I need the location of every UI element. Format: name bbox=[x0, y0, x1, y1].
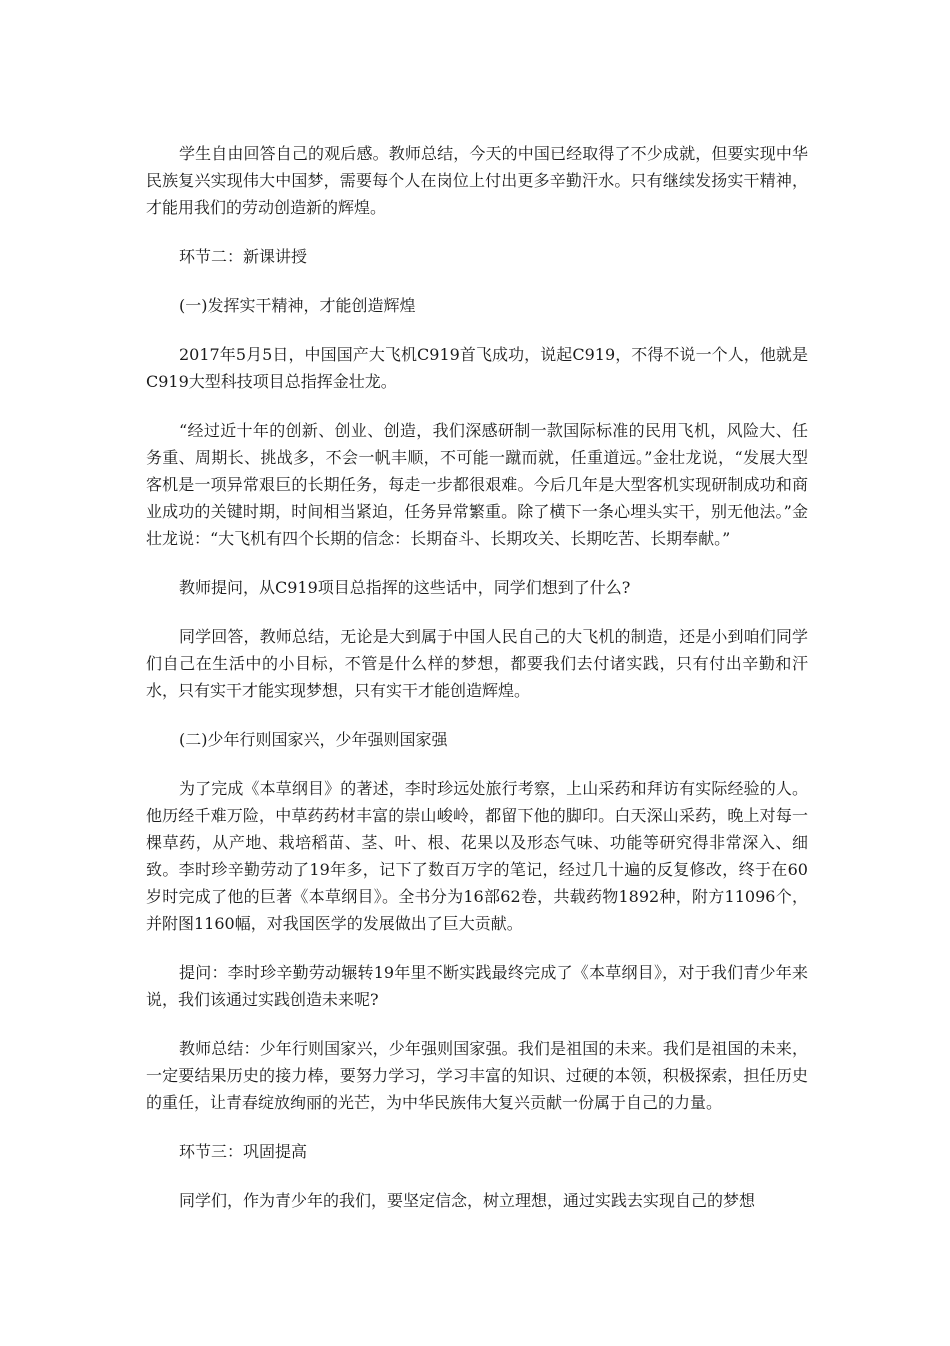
section-heading-3: 环节三：巩固提高 bbox=[179, 1142, 308, 1161]
paragraph-teacher-question: 教师提问，从C919项目总指挥的这些话中，同学们想到了什么? bbox=[179, 578, 631, 597]
subsection-heading-2: (二)少年行则国家兴，少年强则国家强 bbox=[179, 730, 448, 749]
paragraph-question-2: 提问：李时珍辛勤劳动辗转19年里不断实践最终完成了《本草纲目》，对于我们青少年来说，我们该通过实践创造未来呢? bbox=[146, 963, 808, 1009]
section-heading-2: 环节二：新课讲授 bbox=[179, 247, 308, 266]
paragraph-consolidate: 同学们，作为青少年的我们，要坚定信念，树立理想，通过实践去实现自己的梦想 bbox=[179, 1191, 756, 1210]
paragraph-teacher-summary: 教师总结：少年行则国家兴，少年强则国家强。我们是祖国的未来。我们是祖国的未来，一定要结果历史的接力棒，要努力学习，学习丰富的知识、过硬的本领，积极探索，担任历史的重任，让青春绽放绚丽的光芒，为中华民族伟大复兴贡献一份属于自己的力量。 bbox=[146, 1039, 808, 1112]
paragraph-quote: “经过近十年的创新、创业、创造，我们深感研制一款国际标准的民用飞机，风险大、任务重、周期长、挑战多，不会一帆丰顺，不可能一蹴而就，任重道远。”金壮龙说，“发展大型客机是一项异常艰巨的长期任务，每走一步都很艰难。今后几年是大型客机实现研制成功和商业成功的关键时期，时间相当紧迫，任务异常繁重。除了横下一条心埋头实干，别无他法。”金壮龙说：“大飞机有四个长期的信念：长期奋斗、长期攻关、长期吃苦、长期奉献。” bbox=[146, 421, 808, 548]
document-page bbox=[146, 140, 808, 1236]
paragraph-li-shizhen: 为了完成《本草纲目》的著述，李时珍远处旅行考察，上山采药和拜访有实际经验的人。他历经千难万险，中草药药材丰富的崇山峻岭，都留下他的脚印。白天深山采药，晚上对每一棵草药，从产地、栽培稻苗、茎、叶、根、花果以及形态气味、功能等研究得非常深入、细致。李时珍辛勤劳动了19年多，记下了数百万字的笔记，经过几十遍的反复修改，终于在60岁时完成了他的巨著《本草纲目》。全书分为16部62卷，共载药物1892种，附方11096个，并附图1160幅，对我国医学的发展做出了巨大贡献。 bbox=[146, 779, 808, 933]
paragraph-c919: 2017年5月5日，中国国产大飞机C919首飞成功，说起C919，不得不说一个人，他就是C919大型科技项目总指挥金壮龙。 bbox=[146, 345, 808, 391]
paragraph-summary-intro: 学生自由回答自己的观后感。教师总结，今天的中国已经取得了不少成就，但要实现中华民族复兴实现伟大中国梦，需要每个人在岗位上付出更多辛勤汗水。只有继续发扬实干精神，才能用我们的劳动创造新的辉煌。 bbox=[146, 144, 808, 217]
subsection-heading-1: (一)发挥实干精神，才能创造辉煌 bbox=[179, 296, 416, 315]
paragraph-student-answer: 同学回答，教师总结，无论是大到属于中国人民自己的大飞机的制造，还是小到咱们同学们自己在生活中的小目标，不管是什么样的梦想，都要我们去付诸实践，只有付出辛勤和汗水，只有实干才能实现梦想，只有实干才能创造辉煌。 bbox=[146, 627, 808, 700]
